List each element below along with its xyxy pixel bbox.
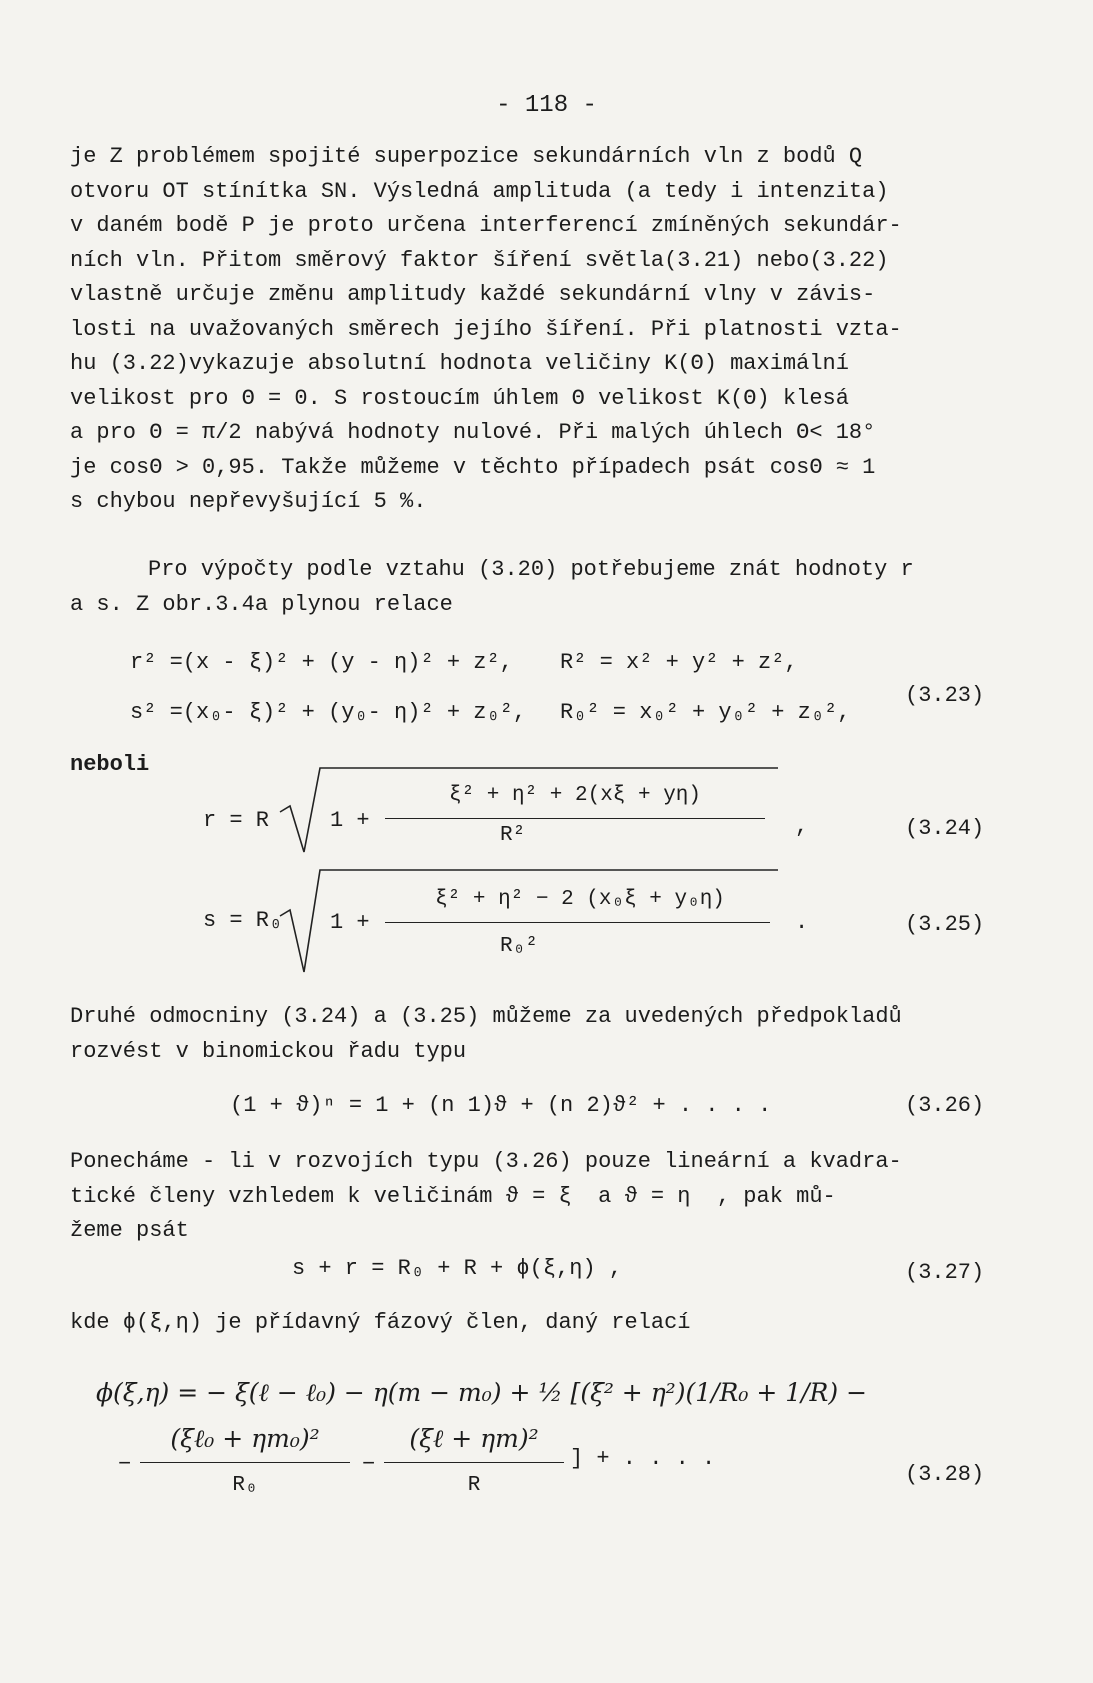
eq-3-23-line1-left: r² =(x - ξ)² + (y - η)² + z², (130, 650, 513, 675)
minus-sign: − (118, 1452, 132, 1477)
word-neboli: neboli (70, 752, 150, 777)
paragraph-3 (70, 1000, 1030, 1069)
eq-3-25-numerator: ξ² + η² − 2 (x₀ξ + y₀η) (435, 888, 725, 911)
text-line: je cosΘ > 0,95. Takže můžeme v těchto případech psát cosΘ ≈ 1 (70, 454, 876, 480)
eq-3-24-numerator: ξ² + η² + 2(xξ + yη) (448, 784, 702, 807)
text-line: Druhé odmocniny (3.24) a (3.25) můžeme za uvedených předpokladů (70, 1004, 902, 1029)
equation-number: (3.26) (905, 1093, 985, 1118)
text-line: tické členy vzhledem k veličinám ϑ = ξ a ϑ = η , pak mů- (70, 1183, 836, 1209)
eq-3-28-denominator-2: R (467, 1474, 481, 1497)
eq-3-23-line2-left: s² =(x₀- ξ)² + (y₀- η)² + z₀², (130, 700, 527, 725)
eq-3-24-lhs: r = R (203, 808, 270, 833)
eq-3-28-denominator-1: R₀ (232, 1474, 258, 1497)
eq-3-24-denominator: R² (500, 824, 526, 847)
text-line: otvoru OT stínítka SN. Výsledná amplituda (a tedy i intenzita) (70, 178, 889, 204)
text-line: hu (3.22)vykazuje absolutní hodnota veličiny K(Θ) maximální (70, 351, 849, 376)
text-line: losti na uvažovaných směrech jejího šíření. Při platnosti vzta- (70, 316, 902, 342)
eq-3-28-tail: ] + . . . . (570, 1446, 716, 1471)
eq-3-26-expression: (1 + ϑ)ⁿ = 1 + (n 1)ϑ + (n 2)ϑ² + . . . . (230, 1093, 772, 1118)
equation-number: (3.24) (905, 816, 985, 841)
eq-3-25-one-plus: 1 + (330, 910, 370, 935)
text-line: a pro Θ = π/2 nabývá hodnoty nulové. Při malých úhlech Θ< 18° (70, 420, 876, 445)
eq-3-27-expression: s + r = R₀ + R + ϕ(ξ,η) , (292, 1256, 623, 1281)
minus-sign: − (362, 1452, 376, 1477)
eq-3-23-line1-right: R² = x² + y² + z², (560, 650, 798, 675)
eq-3-28-line1: ϕ(ξ,η) = − ξ(ℓ − ℓ₀) − η(m − m₀) + ½ [(ξ² + η²)(1/R₀ + 1/R) − (96, 1378, 868, 1407)
text-line: je Z problémem spojité superpozice sekundárních vln z bodů Q (70, 144, 863, 169)
fraction-bar (140, 1462, 350, 1463)
eq-3-24-one-plus: 1 + (330, 808, 370, 833)
paragraph-5 (70, 1306, 1030, 1341)
text-line: Ponecháme - li v rozvojích typu (3.26) pouze lineární a kvadra- (70, 1149, 902, 1174)
text-line: a s. Z obr.3.4a plynou relace (70, 591, 453, 617)
eq-3-28-numerator-2: (ξℓ + ηm)² (409, 1424, 539, 1453)
text-line: velikost pro Θ = 0. S rostoucím úhlem Θ velikost K(Θ) klesá (70, 385, 849, 411)
text-line: v daném bodě P je proto určena interferencí zmíněných sekundár- (70, 213, 902, 238)
text-line: rozvést v binomickou řadu typu (70, 1038, 467, 1064)
equation-number: (3.23) (905, 683, 985, 708)
text-line: vlastně určuje změnu amplitudy každé sekundární vlny v závis- (70, 282, 876, 307)
paragraph-1 (70, 140, 1030, 520)
page-number: - 118 - (496, 92, 597, 119)
paragraph-2 (70, 553, 1030, 622)
fraction-bar (385, 818, 765, 819)
text-line: žeme psát (70, 1218, 189, 1243)
text-line: s chybou nepřevyšující 5 %. (70, 489, 427, 514)
eq-3-28-numerator-1: (ξℓ₀ + ηm₀)² (170, 1424, 320, 1453)
equation-number: (3.25) (905, 912, 985, 937)
text-line: Pro výpočty podle vztahu (3.20) potřebujeme znát hodnoty r (148, 557, 914, 582)
eq-3-23-line2-right: R₀² = x₀² + y₀² + z₀², (560, 700, 851, 725)
fraction-bar (385, 922, 770, 923)
equation-number: (3.27) (905, 1260, 985, 1285)
paragraph-4 (70, 1145, 1030, 1249)
eq-3-25-denominator: R₀² (500, 935, 538, 958)
eq-3-24-comma: , (795, 814, 809, 839)
fraction-bar (384, 1462, 564, 1463)
eq-3-25-lhs: s = R₀ (203, 908, 283, 933)
eq-3-25-period: . (795, 910, 809, 935)
equation-number: (3.28) (905, 1462, 985, 1487)
text-line: kde ϕ(ξ,η) je přídavný fázový člen, daný relací (70, 1310, 691, 1335)
text-line: ních vln. Přitom směrový faktor šíření světla(3.21) nebo(3.22) (70, 247, 889, 273)
